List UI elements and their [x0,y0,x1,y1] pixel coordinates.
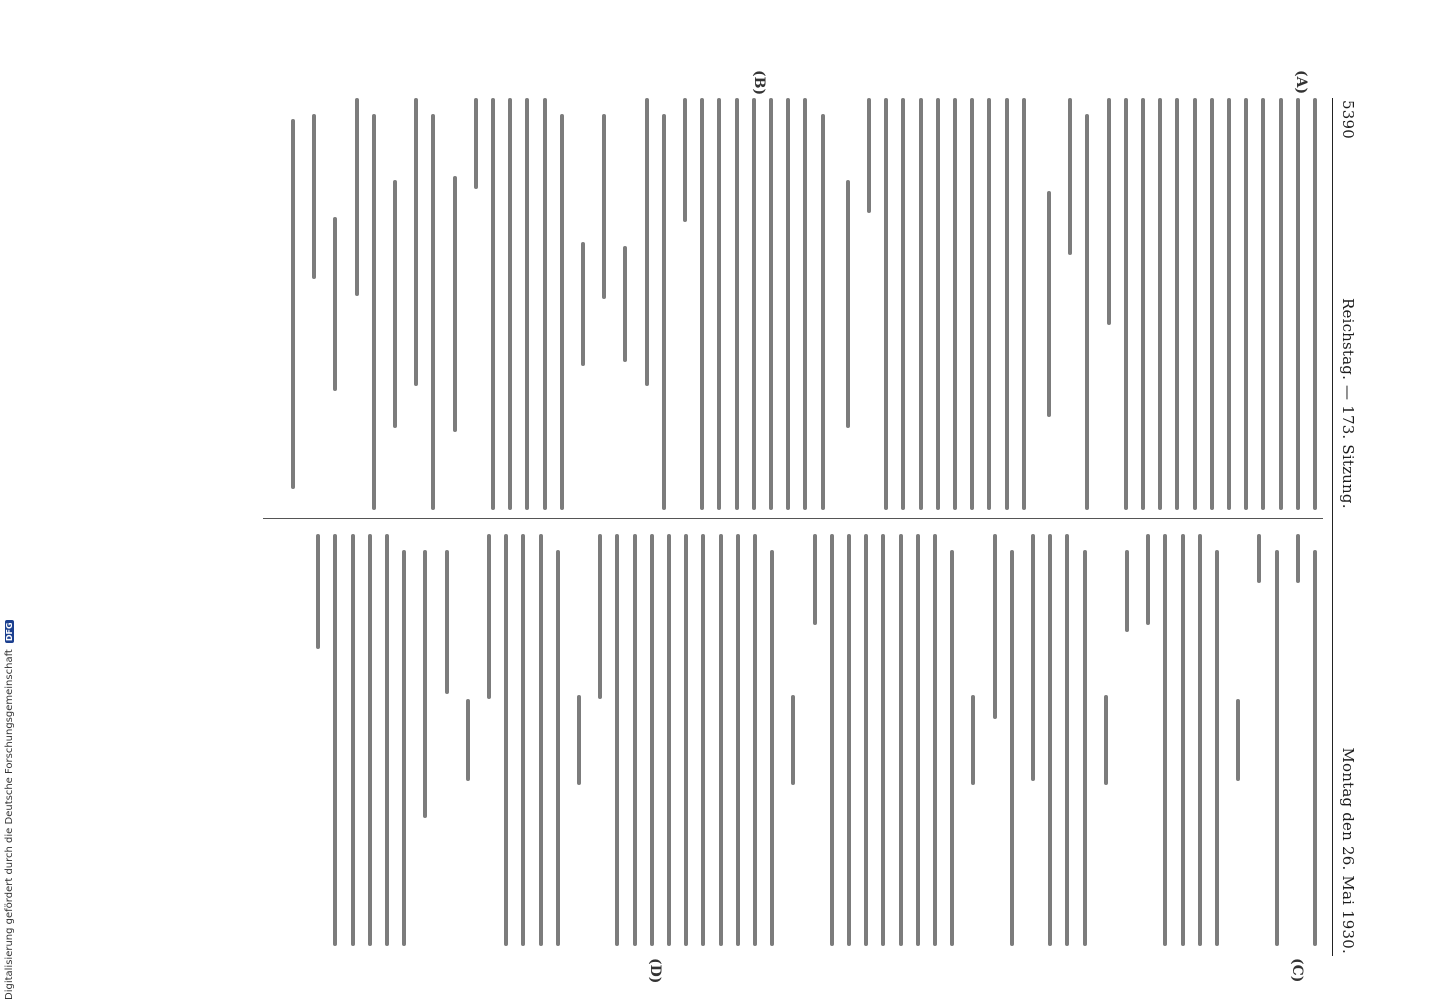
text-line [970,98,974,510]
text-line [539,534,543,946]
text-line [577,695,581,786]
text-line [543,98,547,510]
text-line [1210,98,1214,510]
text-line [560,114,564,510]
credit-text: Digitalisierung gefördert durch die Deutsche Forschungsgemeinschaft [3,649,15,1000]
text-line [1313,98,1317,510]
text-line [884,98,888,510]
text-line [813,534,817,625]
text-line [867,98,871,213]
text-line [1236,699,1240,781]
text-line [633,534,637,946]
page-number: 5390 [1339,100,1357,139]
text-line [623,246,627,361]
text-line [662,114,666,510]
text-line [1163,534,1167,946]
text-line [1215,550,1219,946]
margin-mark-a: (A) [1293,70,1309,95]
text-line [316,534,320,649]
text-line [1022,98,1026,510]
dfg-logo: DFG [4,622,14,642]
text-line [1193,98,1197,510]
text-line [700,98,704,510]
text-line [333,217,337,390]
text-line [598,534,602,699]
text-line [752,98,756,510]
text-line [901,98,905,510]
text-line [950,550,954,946]
text-line [312,114,316,279]
text-line [291,119,295,490]
text-line [753,534,757,946]
text-line [650,534,654,946]
text-line [1065,534,1069,946]
text-line [504,534,508,946]
column-divider [263,518,1323,519]
text-line [1181,534,1185,946]
text-line [581,242,585,366]
text-line [919,98,923,510]
text-line [933,534,937,946]
text-line [453,176,457,431]
margin-mark-c: (C) [1289,958,1305,983]
text-line [1261,98,1265,510]
text-line [368,534,372,946]
text-line [1048,534,1052,946]
text-line [1146,534,1150,625]
text-line [803,98,807,510]
text-line [1198,534,1202,946]
text-line [683,98,687,222]
text-line [847,534,851,946]
margin-mark-b: (B) [751,70,767,96]
text-line [1175,98,1179,510]
text-line [445,550,449,694]
text-line [1005,98,1009,510]
text-line [791,695,795,786]
text-line [770,550,774,946]
text-line [372,114,376,510]
text-line [431,114,435,510]
text-line [1296,534,1300,583]
text-line [645,98,649,386]
text-line [846,180,850,427]
text-line [987,98,991,510]
text-line [393,180,397,427]
text-line [355,98,359,296]
text-line [881,534,885,946]
digitization-credit [2,0,16,1000]
text-line [830,534,834,946]
margin-mark-d: (D) [647,958,663,984]
text-line [1257,534,1261,583]
text-line [602,114,606,299]
text-line [786,98,790,510]
text-line [899,534,903,946]
text-line [936,98,940,510]
text-line [821,114,825,510]
text-line [525,98,529,510]
text-line [1244,98,1248,510]
text-line [487,534,491,699]
text-line [615,534,619,946]
text-line [684,534,688,946]
text-line [1107,98,1111,325]
running-title: Reichstag. — 173. Sitzung. [1339,298,1357,509]
text-line [735,98,739,510]
text-line [474,98,478,189]
session-date: Montag den 26. Mai 1930. [1339,747,1357,954]
text-line [916,534,920,946]
text-line [333,534,337,946]
text-line [414,98,418,386]
text-line [521,534,525,946]
text-line [1227,98,1231,510]
text-line [508,98,512,510]
text-line [1296,98,1300,510]
text-line [971,695,975,786]
text-line [953,98,957,510]
text-line [769,98,773,510]
text-line [736,534,740,946]
text-line [719,534,723,946]
text-line [1085,114,1089,510]
text-line [993,534,997,719]
text-line [864,534,868,946]
text-line [1010,550,1014,946]
text-line [1031,534,1035,781]
text-line [351,534,355,946]
text-line [1141,98,1145,510]
text-line [1125,550,1129,632]
text-line [1047,191,1051,418]
text-line [1275,550,1279,946]
text-line [423,550,427,818]
text-line [402,550,406,946]
text-line [466,699,470,781]
page-header [1335,100,1359,954]
text-line [667,534,671,946]
text-line [491,98,495,510]
text-line [1104,695,1108,786]
header-rule [1332,98,1333,956]
left-column [193,98,1323,510]
text-line [1083,550,1087,946]
text-line [556,550,560,946]
text-line [385,534,389,946]
text-line [1068,98,1072,255]
text-line [717,98,721,510]
text-line [1279,98,1283,510]
text-line [1313,550,1317,946]
text-line [1124,98,1128,510]
right-column [193,534,1323,946]
text-line [1158,98,1162,510]
text-line [701,534,705,946]
document-page [135,70,1367,984]
